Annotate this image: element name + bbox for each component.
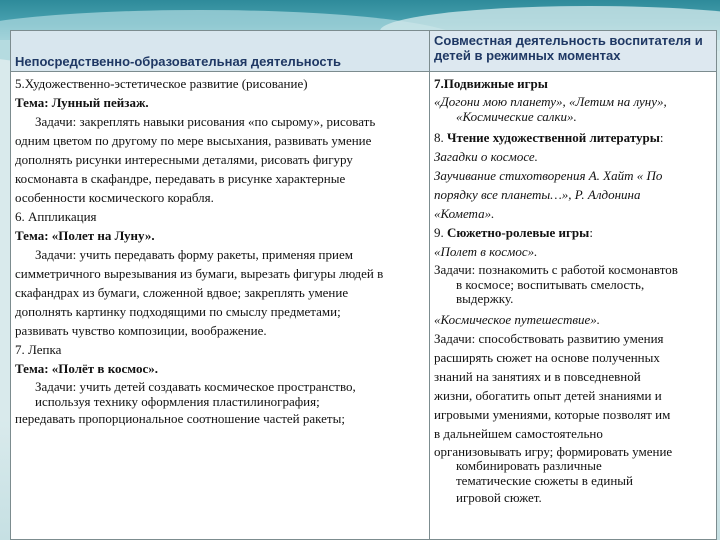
text-line: порядку все планеты…», Р. Алдонина — [434, 187, 641, 202]
text-line: Загадки о космосе. — [434, 149, 538, 164]
right-content-cell — [430, 72, 717, 540]
text-line: симметричного вырезывания из бумаги, вырезать фигуры людей в — [15, 266, 384, 281]
text-line: комбинировать различные — [456, 458, 602, 473]
text-line: Задачи: учить передавать форму ракеты, применяя прием — [35, 247, 353, 262]
section-title: Чтение художественной литературы — [447, 130, 660, 145]
left-content-cell — [11, 72, 430, 540]
section-colon: : — [659, 130, 664, 145]
game-title: «Полет в космос». — [434, 244, 538, 259]
section-title: Сюжетно-ролевые игры — [447, 225, 590, 240]
header-right-cell — [430, 31, 717, 72]
text-line: используя технику оформления пластилинография; — [35, 393, 320, 409]
table-header-row — [11, 31, 717, 72]
table-body-row — [11, 72, 717, 540]
text-line: в дальнейшем самостоятельно — [434, 425, 603, 441]
topic-title: Тема: Лунный пейзаж. — [15, 95, 149, 110]
text-line: дополнять рисунки интересными деталями, рисовать фигуру — [15, 152, 353, 167]
text-line: тематические сюжеты в единый — [456, 472, 633, 488]
section-heading — [434, 128, 712, 147]
text-line: дополнять картинку подходящими по смыслу предметами; — [15, 304, 341, 319]
section-heading: 5.Художественно-эстетическое развитие (рисование) — [15, 76, 308, 91]
text-line: Заучивание стихотворения А. Хайт « По — [434, 168, 663, 183]
text-line: развивать чувство композиции, воображение. — [15, 323, 267, 338]
header-right-line: Совместная деятельность воспитателя и — [434, 33, 703, 48]
text-line: организовывать игру; формировать умение — [434, 443, 673, 459]
section-number: 8. — [434, 130, 447, 145]
text-line: «Комета». — [434, 206, 495, 221]
text-line: космонавта в скафандре, передавать в рисунке характерные — [15, 171, 346, 186]
text-line: в космосе; воспитывать смелость, — [456, 276, 645, 292]
text-line: Задачи: познакомить с работой космонавтов — [434, 262, 678, 277]
section-heading: 7.Подвижные игры — [434, 76, 548, 91]
text-line: игровыми умениями, которые позволят им — [434, 406, 671, 422]
section-heading — [434, 223, 712, 242]
topic-title: Тема: «Полёт в космос». — [15, 361, 158, 376]
text-line: Задачи: способствовать развитию умения — [434, 330, 664, 346]
topic-title: Тема: «Полет на Луну». — [15, 228, 155, 243]
header-right-line: детей в режимных моментах — [434, 48, 621, 63]
text-line: расширять сюжет на основе полученных — [434, 349, 660, 365]
game-title: «Космические салки». — [456, 108, 577, 124]
text-line: передавать пропорциональное соотношение частей ракеты; — [15, 411, 345, 426]
text-line: Задачи: учить детей создавать космическое пространство, — [35, 379, 356, 394]
header-left-cell — [11, 31, 430, 72]
game-title: «Космическое путешествие». — [434, 311, 601, 327]
activity-table — [10, 30, 717, 540]
section-number: 9. — [434, 225, 447, 240]
text-line: одним цветом по другому по мере высыхания, развивать умение — [15, 133, 372, 148]
section-heading: 7. Лепка — [15, 342, 62, 357]
text-line: жизни, обогатить опыт детей знаниями и — [434, 387, 662, 403]
section-heading: 6. Аппликация — [15, 209, 97, 224]
text-line: особенности космического корабля. — [15, 190, 214, 205]
game-title: «Догони мою планету», «Летим на луну», — [434, 94, 667, 109]
section-colon: : — [589, 225, 593, 240]
text-line: Задачи: закреплять навыки рисования «по сырому», рисовать — [35, 114, 376, 129]
header-left-text: Непосредственно-образовательная деятельность — [15, 54, 342, 69]
text-line: скафандрах из бумаги, сложенной вдвое; закреплять умение — [15, 285, 349, 300]
text-line: выдержку. — [456, 291, 514, 306]
text-line: игровой сюжет. — [456, 490, 542, 505]
text-line: знаний на занятиях и в повседневной — [434, 368, 641, 384]
